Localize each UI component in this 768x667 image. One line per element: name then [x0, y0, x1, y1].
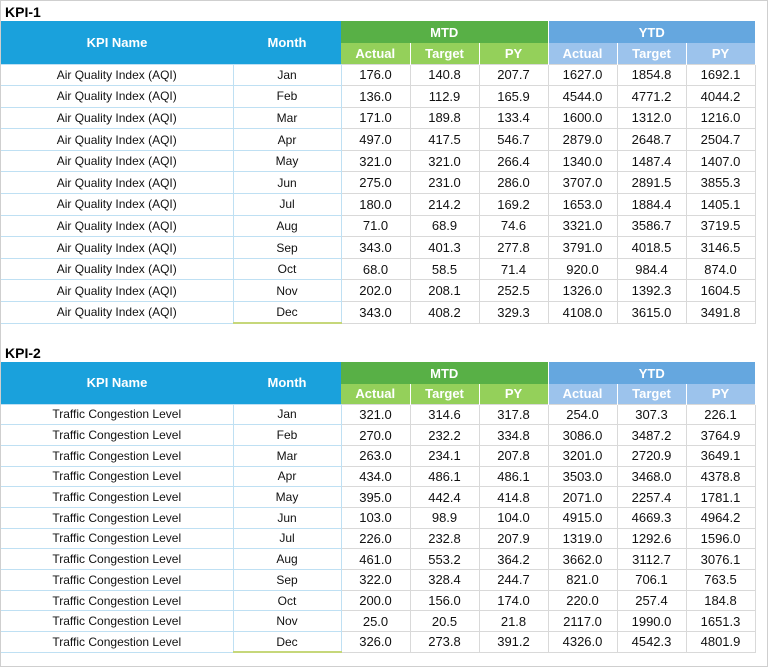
ytd-target-cell[interactable]: 257.4	[617, 590, 686, 611]
mtd-actual-cell[interactable]: 202.0	[341, 280, 410, 302]
ytd-py-cell[interactable]: 4378.8	[686, 466, 755, 487]
ytd-actual-cell[interactable]: 1326.0	[548, 280, 617, 302]
kpi-section-title: KPI-1	[5, 4, 41, 20]
ytd-actual-cell[interactable]: 220.0	[548, 590, 617, 611]
mtd-target-cell[interactable]: 68.9	[410, 215, 479, 237]
mtd-target-cell[interactable]: 20.5	[410, 611, 479, 632]
mtd-target-cell[interactable]: 321.0	[410, 150, 479, 172]
mtd-actual-cell[interactable]: 103.0	[341, 507, 410, 528]
ytd-target-cell[interactable]: 3112.7	[617, 549, 686, 570]
month-cell[interactable]: Jul	[233, 194, 341, 216]
header-ytd-target: Target	[617, 384, 686, 404]
ytd-py-cell[interactable]: 1216.0	[686, 107, 755, 129]
ytd-py-cell[interactable]: 4801.9	[686, 632, 755, 653]
mtd-actual-cell[interactable]: 200.0	[341, 590, 410, 611]
table-row	[1, 150, 755, 172]
ytd-py-cell[interactable]: 3146.5	[686, 237, 755, 259]
table-row	[1, 507, 755, 528]
kpi-name-cell[interactable]: Air Quality Index (AQI)	[1, 172, 233, 194]
table-row	[1, 86, 755, 108]
ytd-actual-cell[interactable]: 920.0	[548, 258, 617, 280]
ytd-py-cell[interactable]: 1596.0	[686, 528, 755, 549]
ytd-target-cell[interactable]: 4771.2	[617, 86, 686, 108]
mtd-actual-cell[interactable]: 326.0	[341, 632, 410, 653]
ytd-target-cell[interactable]: 3615.0	[617, 302, 686, 324]
month-cell[interactable]: Mar	[233, 107, 341, 129]
month-cell[interactable]: Apr	[233, 466, 341, 487]
ytd-target-cell[interactable]: 2720.9	[617, 445, 686, 466]
ytd-target-cell[interactable]: 1392.3	[617, 280, 686, 302]
kpi-name-cell[interactable]: Traffic Congestion Level	[1, 404, 233, 425]
month-cell[interactable]: Sep	[233, 237, 341, 259]
ytd-py-cell[interactable]: 4964.2	[686, 507, 755, 528]
mtd-py-cell[interactable]: 207.7	[479, 64, 548, 86]
month-cell[interactable]: Nov	[233, 280, 341, 302]
month-cell[interactable]: Dec	[233, 302, 341, 324]
ytd-target-cell[interactable]: 4669.3	[617, 507, 686, 528]
month-cell[interactable]: Dec	[233, 632, 341, 653]
mtd-target-cell[interactable]: 140.8	[410, 64, 479, 86]
ytd-target-cell[interactable]: 3468.0	[617, 466, 686, 487]
table-row	[1, 280, 755, 302]
ytd-target-cell[interactable]: 4542.3	[617, 632, 686, 653]
ytd-actual-cell[interactable]: 2879.0	[548, 129, 617, 151]
header-ytd-py: PY	[686, 43, 755, 64]
kpi-name-cell[interactable]: Air Quality Index (AQI)	[1, 280, 233, 302]
ytd-actual-cell[interactable]: 4915.0	[548, 507, 617, 528]
month-cell[interactable]: Jun	[233, 507, 341, 528]
mtd-actual-cell[interactable]: 180.0	[341, 194, 410, 216]
kpi-name-cell[interactable]: Air Quality Index (AQI)	[1, 237, 233, 259]
mtd-py-cell[interactable]: 334.8	[479, 425, 548, 446]
ytd-py-cell[interactable]: 1604.5	[686, 280, 755, 302]
kpi-name-cell[interactable]: Air Quality Index (AQI)	[1, 194, 233, 216]
ytd-py-cell[interactable]: 3719.5	[686, 215, 755, 237]
mtd-actual-cell[interactable]: 25.0	[341, 611, 410, 632]
header-mtd-py: PY	[479, 384, 548, 404]
ytd-py-cell[interactable]: 3491.8	[686, 302, 755, 324]
ytd-target-cell[interactable]: 307.3	[617, 404, 686, 425]
kpi-name-cell[interactable]: Air Quality Index (AQI)	[1, 215, 233, 237]
ytd-actual-cell[interactable]: 2117.0	[548, 611, 617, 632]
ytd-actual-cell[interactable]: 3662.0	[548, 549, 617, 570]
month-cell[interactable]: Apr	[233, 129, 341, 151]
mtd-actual-cell[interactable]: 270.0	[341, 425, 410, 446]
mtd-target-cell[interactable]: 314.6	[410, 404, 479, 425]
ytd-actual-cell[interactable]: 1340.0	[548, 150, 617, 172]
ytd-py-cell[interactable]: 763.5	[686, 570, 755, 591]
ytd-actual-cell[interactable]: 3201.0	[548, 445, 617, 466]
table-row	[1, 194, 755, 216]
mtd-target-cell[interactable]: 417.5	[410, 129, 479, 151]
mtd-target-cell[interactable]: 328.4	[410, 570, 479, 591]
table-row	[1, 611, 755, 632]
header-mtd-actual: Actual	[341, 43, 410, 64]
mtd-actual-cell[interactable]: 136.0	[341, 86, 410, 108]
ytd-actual-cell[interactable]: 2071.0	[548, 487, 617, 508]
mtd-py-cell[interactable]: 252.5	[479, 280, 548, 302]
month-cell[interactable]: May	[233, 150, 341, 172]
mtd-target-cell[interactable]: 408.2	[410, 302, 479, 324]
table-row	[1, 129, 755, 151]
table-row	[1, 107, 755, 129]
mtd-py-cell[interactable]: 414.8	[479, 487, 548, 508]
table-row	[1, 445, 755, 466]
mtd-py-cell[interactable]: 277.8	[479, 237, 548, 259]
mtd-py-cell[interactable]: 266.4	[479, 150, 548, 172]
ytd-target-cell[interactable]: 1487.4	[617, 150, 686, 172]
ytd-py-cell[interactable]: 1651.3	[686, 611, 755, 632]
header-mtd: MTD	[341, 362, 548, 384]
kpi-name-cell[interactable]: Air Quality Index (AQI)	[1, 86, 233, 108]
ytd-py-cell[interactable]: 1781.1	[686, 487, 755, 508]
mtd-actual-cell[interactable]: 263.0	[341, 445, 410, 466]
mtd-target-cell[interactable]: 58.5	[410, 258, 479, 280]
month-cell[interactable]: Oct	[233, 590, 341, 611]
ytd-py-cell[interactable]: 1405.1	[686, 194, 755, 216]
header-ytd: YTD	[548, 362, 755, 384]
table-row	[1, 215, 755, 237]
kpi-name-cell[interactable]: Traffic Congestion Level	[1, 466, 233, 487]
mtd-py-cell[interactable]: 364.2	[479, 549, 548, 570]
kpi-name-cell[interactable]: Traffic Congestion Level	[1, 487, 233, 508]
ytd-py-cell[interactable]: 226.1	[686, 404, 755, 425]
ytd-py-cell[interactable]: 3855.3	[686, 172, 755, 194]
mtd-actual-cell[interactable]: 343.0	[341, 302, 410, 324]
header-ytd-actual: Actual	[548, 43, 617, 64]
mtd-py-cell[interactable]: 286.0	[479, 172, 548, 194]
month-cell[interactable]: Oct	[233, 258, 341, 280]
mtd-target-cell[interactable]: 112.9	[410, 86, 479, 108]
table-row	[1, 237, 755, 259]
mtd-py-cell[interactable]: 244.7	[479, 570, 548, 591]
mtd-py-cell[interactable]: 391.2	[479, 632, 548, 653]
mtd-py-cell[interactable]: 104.0	[479, 507, 548, 528]
ytd-py-cell[interactable]: 4044.2	[686, 86, 755, 108]
table-row	[1, 570, 755, 591]
mtd-actual-cell[interactable]: 395.0	[341, 487, 410, 508]
table-row	[1, 258, 755, 280]
table-row	[1, 172, 755, 194]
mtd-actual-cell[interactable]: 434.0	[341, 466, 410, 487]
header-mtd-target: Target	[410, 384, 479, 404]
month-cell[interactable]: Nov	[233, 611, 341, 632]
ytd-target-cell[interactable]: 1854.8	[617, 64, 686, 86]
ytd-actual-cell[interactable]: 4544.0	[548, 86, 617, 108]
header-month: Month	[233, 362, 341, 404]
ytd-actual-cell[interactable]: 821.0	[548, 570, 617, 591]
ytd-py-cell[interactable]: 1692.1	[686, 64, 755, 86]
mtd-py-cell[interactable]: 133.4	[479, 107, 548, 129]
kpi-name-cell[interactable]: Traffic Congestion Level	[1, 611, 233, 632]
kpi-name-cell[interactable]: Traffic Congestion Level	[1, 425, 233, 446]
ytd-actual-cell[interactable]: 3791.0	[548, 237, 617, 259]
month-cell[interactable]: Aug	[233, 215, 341, 237]
kpi-name-cell[interactable]: Traffic Congestion Level	[1, 590, 233, 611]
ytd-py-cell[interactable]: 3764.9	[686, 425, 755, 446]
mtd-target-cell[interactable]: 231.0	[410, 172, 479, 194]
ytd-py-cell[interactable]: 1407.0	[686, 150, 755, 172]
table-row	[1, 632, 755, 653]
header-ytd-actual: Actual	[548, 384, 617, 404]
mtd-actual-cell[interactable]: 461.0	[341, 549, 410, 570]
ytd-actual-cell[interactable]: 1600.0	[548, 107, 617, 129]
ytd-actual-cell[interactable]: 1653.0	[548, 194, 617, 216]
mtd-actual-cell[interactable]: 176.0	[341, 64, 410, 86]
ytd-actual-cell[interactable]: 4108.0	[548, 302, 617, 324]
month-cell[interactable]: May	[233, 487, 341, 508]
mtd-py-cell[interactable]: 169.2	[479, 194, 548, 216]
mtd-actual-cell[interactable]: 497.0	[341, 129, 410, 151]
ytd-py-cell[interactable]: 3649.1	[686, 445, 755, 466]
mtd-target-cell[interactable]: 98.9	[410, 507, 479, 528]
kpi-name-cell[interactable]: Traffic Congestion Level	[1, 507, 233, 528]
header-ytd: YTD	[548, 21, 755, 43]
mtd-py-cell[interactable]: 74.6	[479, 215, 548, 237]
header-mtd-actual: Actual	[341, 384, 410, 404]
mtd-py-cell[interactable]: 546.7	[479, 129, 548, 151]
mtd-actual-cell[interactable]: 226.0	[341, 528, 410, 549]
table-row	[1, 302, 755, 324]
mtd-actual-cell[interactable]: 321.0	[341, 150, 410, 172]
kpi-name-cell[interactable]: Traffic Congestion Level	[1, 549, 233, 570]
month-cell[interactable]: Mar	[233, 445, 341, 466]
kpi-name-cell[interactable]: Air Quality Index (AQI)	[1, 107, 233, 129]
month-cell[interactable]: Jun	[233, 172, 341, 194]
mtd-target-cell[interactable]: 273.8	[410, 632, 479, 653]
kpi-name-cell[interactable]: Traffic Congestion Level	[1, 528, 233, 549]
kpi-name-cell[interactable]: Air Quality Index (AQI)	[1, 150, 233, 172]
ytd-target-cell[interactable]: 1312.0	[617, 107, 686, 129]
month-cell[interactable]: Jan	[233, 64, 341, 86]
header-mtd: MTD	[341, 21, 548, 43]
kpi-name-cell[interactable]: Air Quality Index (AQI)	[1, 258, 233, 280]
mtd-actual-cell[interactable]: 275.0	[341, 172, 410, 194]
mtd-actual-cell[interactable]: 321.0	[341, 404, 410, 425]
table-row	[1, 466, 755, 487]
month-cell[interactable]: Feb	[233, 425, 341, 446]
ytd-actual-cell[interactable]: 3321.0	[548, 215, 617, 237]
ytd-target-cell[interactable]: 3487.2	[617, 425, 686, 446]
mtd-py-cell[interactable]: 71.4	[479, 258, 548, 280]
mtd-py-cell[interactable]: 207.9	[479, 528, 548, 549]
kpi-section-title: KPI-2	[5, 345, 41, 361]
ytd-actual-cell[interactable]: 3503.0	[548, 466, 617, 487]
mtd-target-cell[interactable]: 156.0	[410, 590, 479, 611]
ytd-actual-cell[interactable]: 1627.0	[548, 64, 617, 86]
mtd-target-cell[interactable]: 189.8	[410, 107, 479, 129]
mtd-target-cell[interactable]: 214.2	[410, 194, 479, 216]
mtd-py-cell[interactable]: 486.1	[479, 466, 548, 487]
ytd-target-cell[interactable]: 1990.0	[617, 611, 686, 632]
mtd-py-cell[interactable]: 21.8	[479, 611, 548, 632]
mtd-target-cell[interactable]: 401.3	[410, 237, 479, 259]
ytd-target-cell[interactable]: 2891.5	[617, 172, 686, 194]
kpi-name-cell[interactable]: Traffic Congestion Level	[1, 445, 233, 466]
ytd-actual-cell[interactable]: 1319.0	[548, 528, 617, 549]
table-row	[1, 64, 755, 86]
ytd-actual-cell[interactable]: 254.0	[548, 404, 617, 425]
ytd-target-cell[interactable]: 2257.4	[617, 487, 686, 508]
header-mtd-target: Target	[410, 43, 479, 64]
ytd-py-cell[interactable]: 184.8	[686, 590, 755, 611]
mtd-py-cell[interactable]: 165.9	[479, 86, 548, 108]
ytd-py-cell[interactable]: 2504.7	[686, 129, 755, 151]
ytd-target-cell[interactable]: 3586.7	[617, 215, 686, 237]
ytd-target-cell[interactable]: 4018.5	[617, 237, 686, 259]
ytd-actual-cell[interactable]: 3086.0	[548, 425, 617, 446]
mtd-target-cell[interactable]: 553.2	[410, 549, 479, 570]
mtd-actual-cell[interactable]: 343.0	[341, 237, 410, 259]
ytd-target-cell[interactable]: 1884.4	[617, 194, 686, 216]
mtd-target-cell[interactable]: 208.1	[410, 280, 479, 302]
mtd-target-cell[interactable]: 486.1	[410, 466, 479, 487]
kpi-name-cell[interactable]: Traffic Congestion Level	[1, 632, 233, 653]
header-mtd-py: PY	[479, 43, 548, 64]
mtd-actual-cell[interactable]: 171.0	[341, 107, 410, 129]
month-cell[interactable]: Sep	[233, 570, 341, 591]
kpi-name-cell[interactable]: Air Quality Index (AQI)	[1, 302, 233, 324]
month-cell[interactable]: Jan	[233, 404, 341, 425]
mtd-target-cell[interactable]: 232.8	[410, 528, 479, 549]
mtd-py-cell[interactable]: 317.8	[479, 404, 548, 425]
header-ytd-target: Target	[617, 43, 686, 64]
mtd-actual-cell[interactable]: 71.0	[341, 215, 410, 237]
kpi-name-cell[interactable]: Air Quality Index (AQI)	[1, 129, 233, 151]
header-kpi-name: KPI Name	[1, 362, 233, 404]
mtd-actual-cell[interactable]: 322.0	[341, 570, 410, 591]
ytd-target-cell[interactable]: 2648.7	[617, 129, 686, 151]
month-cell[interactable]: Aug	[233, 549, 341, 570]
mtd-py-cell[interactable]: 174.0	[479, 590, 548, 611]
header-kpi-name: KPI Name	[1, 21, 233, 64]
mtd-py-cell[interactable]: 329.3	[479, 302, 548, 324]
header-month: Month	[233, 21, 341, 64]
table-row	[1, 590, 755, 611]
mtd-py-cell[interactable]: 207.8	[479, 445, 548, 466]
table-row	[1, 404, 755, 425]
table-row	[1, 487, 755, 508]
kpi-name-cell[interactable]: Air Quality Index (AQI)	[1, 64, 233, 86]
table-row	[1, 549, 755, 570]
table-row	[1, 425, 755, 446]
kpi-name-cell[interactable]: Traffic Congestion Level	[1, 570, 233, 591]
ytd-target-cell[interactable]: 984.4	[617, 258, 686, 280]
month-cell[interactable]: Jul	[233, 528, 341, 549]
ytd-target-cell[interactable]: 1292.6	[617, 528, 686, 549]
header-ytd-py: PY	[686, 384, 755, 404]
kpi-table	[1, 362, 756, 653]
mtd-target-cell[interactable]: 232.2	[410, 425, 479, 446]
ytd-py-cell[interactable]: 874.0	[686, 258, 755, 280]
ytd-target-cell[interactable]: 706.1	[617, 570, 686, 591]
kpi-table	[1, 21, 756, 324]
mtd-actual-cell[interactable]: 68.0	[341, 258, 410, 280]
table-row	[1, 528, 755, 549]
mtd-target-cell[interactable]: 234.1	[410, 445, 479, 466]
ytd-actual-cell[interactable]: 4326.0	[548, 632, 617, 653]
ytd-actual-cell[interactable]: 3707.0	[548, 172, 617, 194]
ytd-py-cell[interactable]: 3076.1	[686, 549, 755, 570]
month-cell[interactable]: Feb	[233, 86, 341, 108]
mtd-target-cell[interactable]: 442.4	[410, 487, 479, 508]
